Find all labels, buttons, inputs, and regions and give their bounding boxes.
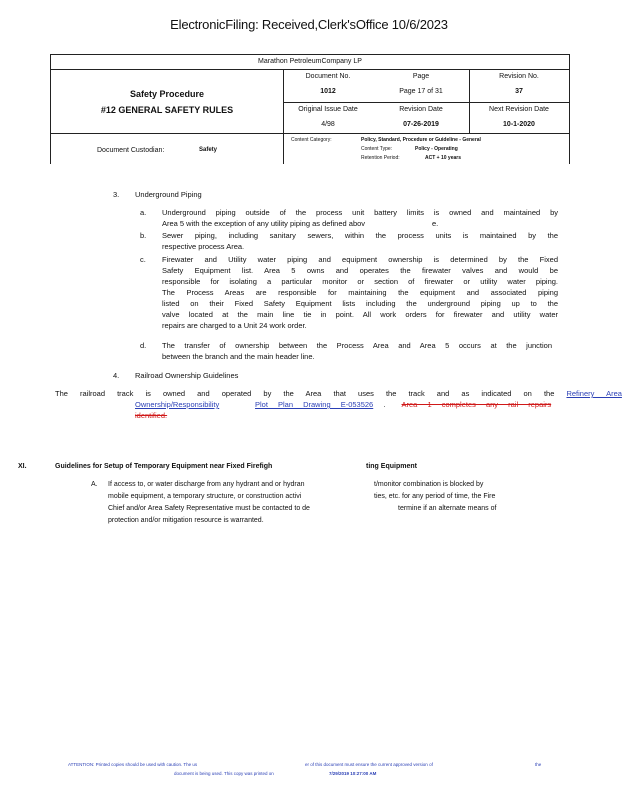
rev-no-label: Revision No.	[499, 73, 539, 80]
item-xi-a-left1: If access to, or water discharge from any hydrant and or hydran	[108, 481, 305, 488]
retention-value: ACT + 10 years	[425, 155, 461, 161]
content-type-value: Policy - Operating	[415, 146, 458, 152]
item-c-label: c.	[140, 255, 146, 264]
refinery-area-link[interactable]: Refinery Area	[566, 389, 622, 398]
item-xi-a-right3: termine if an alternate means of	[398, 505, 497, 512]
item-b-line2: respective process Area.	[162, 242, 245, 251]
company-name: Marathon PetroleumCompany LP	[258, 58, 362, 65]
document-header	[50, 54, 570, 164]
railroad-line2	[135, 400, 219, 411]
item-c-line6: valve located at the main line tie in point. All work orders for firewater and utility water	[162, 310, 558, 319]
doc-no-label: Document No.	[305, 73, 351, 80]
page-value: Page 17 of 31	[399, 88, 443, 95]
section-xi-title-right: ting Equipment	[366, 463, 417, 470]
section-xi-title-left: Guidelines for Setup of Temporary Equipment near Fixed Firefigh	[55, 463, 273, 470]
content-category-value: Policy, Standard, Procedure or Guideline - General	[361, 137, 481, 143]
railroad-period: .	[383, 400, 386, 409]
item-c-line3: responsible for isolating a particular monitor or section of firewater or utility water piping.	[162, 277, 558, 286]
item-c-line2: Safety Equipment list. Area 5 owns and operates the firewater valves and would be	[162, 266, 558, 275]
item-xi-a-left2: mobile equipment, a temporary structure, or construction activi	[108, 493, 302, 500]
next-rev-value: 10-1-2020	[503, 121, 535, 128]
footer-part3: the	[535, 762, 542, 767]
item-d-line1: The transfer of ownership between the Process Area and Area 5 occurs at the junction	[162, 341, 552, 350]
item-xi-a-label: A.	[91, 481, 98, 488]
procedure-subtitle: #12 GENERAL SAFETY RULES	[100, 105, 234, 115]
struck-text-1: Area 1 completes any rail repairs	[401, 400, 552, 409]
section-4-number: 4.	[113, 371, 120, 380]
railroad-text: The railroad track is owned and operated by the Area that uses the track and as indicated on the	[55, 389, 555, 398]
item-a-label: a.	[140, 208, 147, 217]
item-d-label: d.	[140, 341, 147, 350]
struck-text-2: identified.	[135, 411, 168, 420]
orig-issue-value: 4/98	[321, 121, 335, 128]
item-xi-a-left3: Chief and/or Area Safety Representative must be contacted to de	[108, 505, 310, 512]
orig-issue-label: Original Issue Date	[298, 106, 358, 113]
railroad-line1	[55, 389, 622, 400]
section-3-number: 3.	[113, 190, 120, 199]
item-xi-a-left4: protection and/or mitigation resource is warranted.	[108, 517, 264, 524]
footer-part2: er of this document must ensure the current approved version of	[305, 762, 433, 767]
rev-date-value: 07-26-2019	[403, 121, 439, 128]
footer-part1: ATTENTION: Printed copies should be used with caution. The us	[68, 762, 198, 767]
railroad-line2b	[255, 400, 551, 411]
content-type-label: Content Type:	[361, 146, 393, 152]
item-b-line1: Sewer piping, including sanitary sewers, within the process units is maintained by the	[162, 231, 558, 240]
item-a-line1: Underground piping outside of the process unit battery limits is owned and maintained by	[162, 208, 558, 217]
page-label: Page	[412, 73, 430, 80]
item-d-line2: between the branch and the main header line.	[162, 352, 315, 361]
ownership-link[interactable]: Ownership/Responsibility	[135, 400, 220, 409]
next-rev-label: Next Revision Date	[489, 106, 549, 113]
footer-part4: document is being used. This copy was printed on	[174, 771, 274, 776]
custodian-value: Safety	[199, 147, 218, 153]
section-xi-number: XI.	[18, 463, 27, 470]
item-b-label: b.	[140, 231, 147, 240]
custodian-label: Document Custodian:	[97, 147, 165, 154]
item-a-line2-end: e.	[432, 219, 439, 228]
item-xi-a-right1: t/monitor combination is blocked by	[374, 481, 484, 488]
plot-plan-link[interactable]: Plot Plan Drawing E-053526	[255, 400, 374, 409]
footer-part5: 7/29/2019 10:27:00 AM	[329, 771, 377, 776]
item-c-line1: Firewater and Utility water piping and equipment ownership is determined by the Fixed	[162, 255, 558, 264]
electronic-filing-stamp: ElectronicFiling: Received,Clerk'sOffice 10/6/2023	[170, 17, 448, 32]
rev-date-label: Revision Date	[399, 106, 443, 113]
section-3-title: Underground Piping	[135, 190, 202, 199]
doc-no-value: 1012	[320, 88, 336, 95]
item-a-line2: Area 5 with the exception of any utility piping as defined abov	[162, 219, 366, 228]
item-xi-a-right2: ties, etc. for any period of time, the Fire	[374, 493, 496, 500]
procedure-title: Safety Procedure	[129, 89, 205, 99]
content-category-label: Content Category:	[291, 137, 332, 143]
item-c-line4: The Process Areas are responsible for maintaining the equipment and associated piping	[162, 288, 558, 297]
retention-label: Retention Period:	[361, 155, 400, 161]
railroad-line3	[135, 411, 167, 422]
item-c-line7: repairs are charged to a Unit 24 work order.	[162, 321, 307, 330]
section-4-title: Railroad Ownership Guidelines	[135, 371, 239, 380]
item-c-line5: listed on their Fixed Safety Equipment lists including the underground piping up to the	[162, 299, 558, 308]
rev-no-value: 37	[515, 88, 523, 95]
